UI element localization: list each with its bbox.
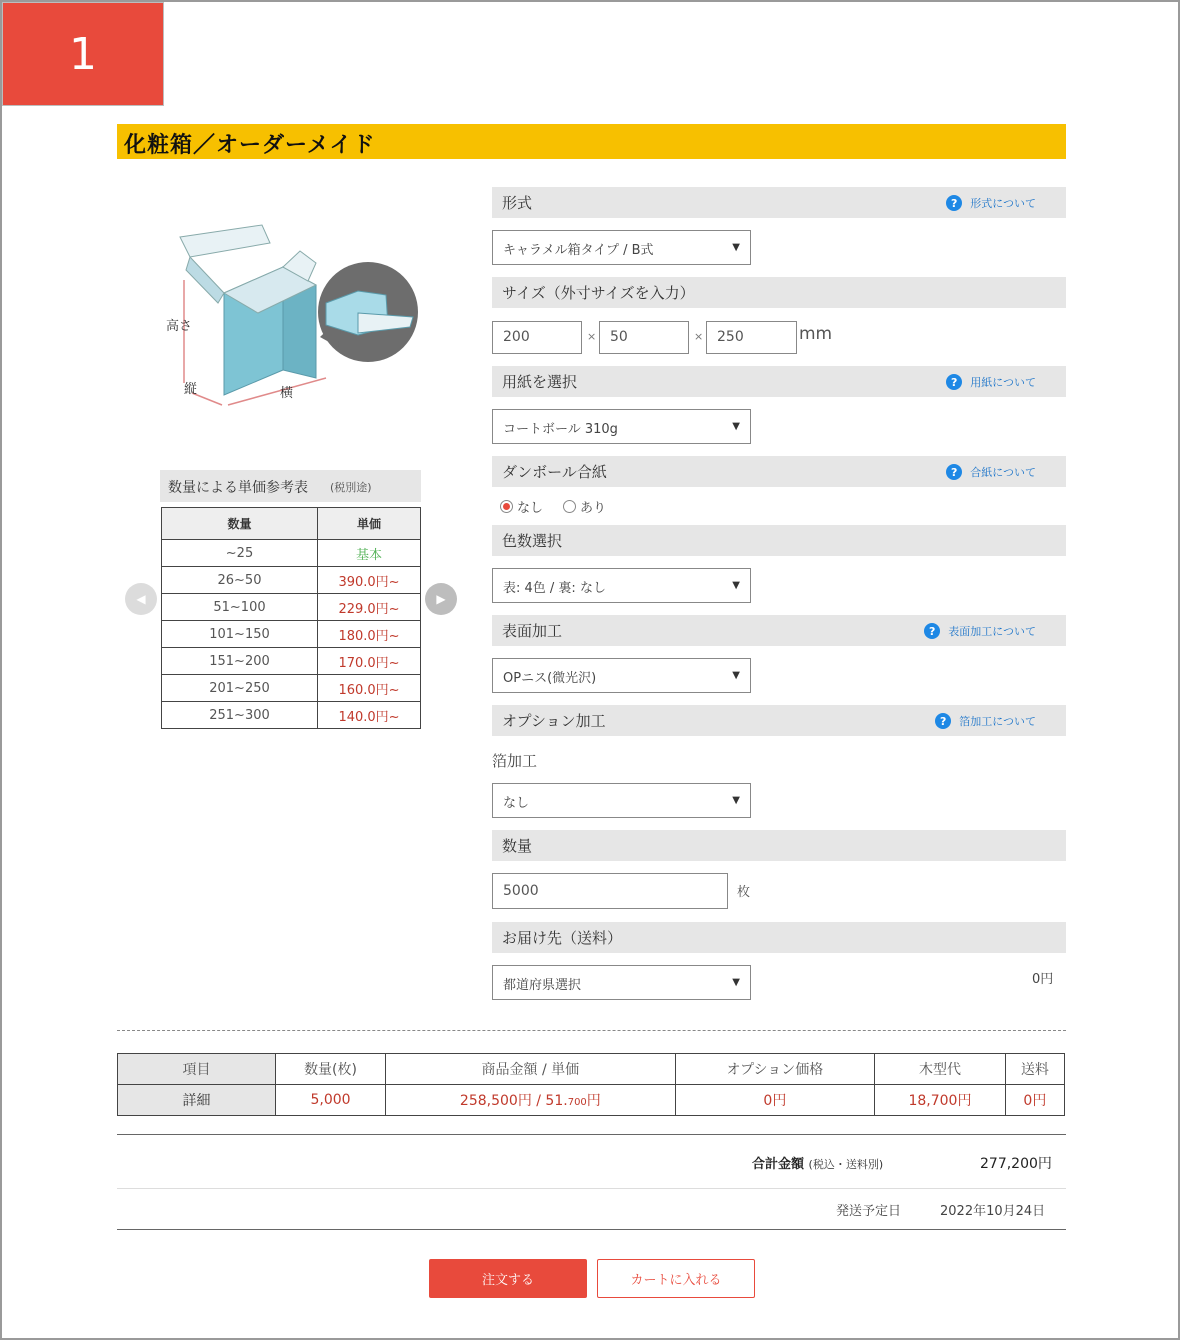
prev-arrow-icon[interactable]: ◀ xyxy=(125,583,157,615)
help-icon: ? xyxy=(946,374,962,390)
ship-date-value: 2022年10月24日 xyxy=(940,1204,1046,1219)
section-cardboard-label: ダンボール合紙 xyxy=(502,463,607,481)
help-link-text[interactable]: 用紙について xyxy=(970,376,1036,389)
label-height: 高さ xyxy=(166,319,193,334)
divider xyxy=(117,1030,1066,1031)
help-link-surface[interactable] xyxy=(924,623,1036,639)
type-select-value: キャラメル箱タイプ / B式 xyxy=(503,243,654,258)
divider xyxy=(117,1134,1066,1135)
size-unit: mm xyxy=(799,324,833,344)
help-link-type[interactable] xyxy=(946,195,1036,211)
chevron-down-icon: ▼ xyxy=(732,421,740,432)
section-paper-label: 用紙を選択 xyxy=(502,373,578,391)
help-icon: ? xyxy=(935,713,951,729)
times-icon: × xyxy=(694,330,704,343)
prefecture-select[interactable] xyxy=(492,965,751,1000)
price-cell: 180.0円~ xyxy=(318,621,421,648)
radio-none[interactable] xyxy=(500,497,543,516)
size-depth-input[interactable] xyxy=(599,321,689,354)
section-paper xyxy=(492,366,1066,397)
qty-cell: ~25 xyxy=(162,540,318,567)
label-width: 横 xyxy=(280,386,294,401)
paper-select-value: コートボール 310g xyxy=(503,422,618,437)
step-badge: 1 xyxy=(2,2,164,106)
qty-cell: 26~50 xyxy=(162,567,318,594)
table-row xyxy=(162,594,421,621)
summary-header: 項目 xyxy=(118,1054,276,1085)
summary-header: 数量(枚) xyxy=(276,1054,386,1085)
section-option-label: オプション加工 xyxy=(502,712,606,730)
radio-none-label: なし xyxy=(517,501,544,516)
summary-header: 送料 xyxy=(1005,1054,1064,1085)
section-delivery xyxy=(492,922,1066,953)
help-link-option[interactable] xyxy=(935,713,1036,729)
section-quantity xyxy=(492,830,1066,861)
section-quantity-label: 数量 xyxy=(502,837,533,855)
add-to-cart-button[interactable]: カートに入れる xyxy=(597,1259,755,1298)
chevron-down-icon: ▼ xyxy=(732,670,740,681)
radio-unchecked-icon[interactable] xyxy=(563,500,576,513)
price-table-col-qty: 数量 xyxy=(162,508,318,540)
size-height-value: 250 xyxy=(717,329,744,345)
price-table-header xyxy=(160,470,421,502)
quantity-value: 5000 xyxy=(503,883,539,899)
summary-option-price: 0円 xyxy=(675,1085,875,1116)
qty-cell: 51~100 xyxy=(162,594,318,621)
label-depth: 縦 xyxy=(184,382,198,397)
size-height-input[interactable] xyxy=(706,321,797,354)
title-bar xyxy=(117,124,1066,159)
total-value: 277,200円 xyxy=(980,1156,1052,1172)
table-row xyxy=(162,621,421,648)
summary-shipping: 0円 xyxy=(1005,1085,1064,1116)
chevron-down-icon: ▼ xyxy=(732,795,740,806)
qty-cell: 101~150 xyxy=(162,621,318,648)
radio-yes-label: あり xyxy=(580,501,607,516)
price-cell: 170.0円~ xyxy=(318,648,421,675)
price-cell: 140.0円~ xyxy=(318,702,421,729)
paper-select[interactable] xyxy=(492,409,751,444)
help-link-cardboard[interactable] xyxy=(946,464,1036,480)
qty-cell: 201~250 xyxy=(162,675,318,702)
table-row xyxy=(162,675,421,702)
price-cell: 基本 xyxy=(318,540,421,567)
section-option xyxy=(492,705,1066,736)
radio-checked-icon[interactable] xyxy=(500,500,513,513)
radio-yes[interactable] xyxy=(563,497,606,516)
size-width-value: 200 xyxy=(503,329,530,345)
section-type-label: 形式 xyxy=(502,194,533,212)
price-cell: 160.0円~ xyxy=(318,675,421,702)
prefecture-select-value: 都道府県選択 xyxy=(503,978,582,993)
section-type xyxy=(492,187,1066,218)
foil-label: 箔加工 xyxy=(492,752,538,770)
chevron-down-icon: ▼ xyxy=(732,580,740,591)
summary-header: 木型代 xyxy=(875,1054,1006,1085)
section-surface xyxy=(492,615,1066,646)
foil-select-value: なし xyxy=(503,796,530,811)
section-size xyxy=(492,277,1066,308)
foil-select[interactable] xyxy=(492,783,751,818)
help-link-text[interactable]: 箔加工について xyxy=(959,715,1036,728)
section-surface-label: 表面加工 xyxy=(502,622,563,640)
box-illustration xyxy=(158,215,428,415)
qty-cell: 151~200 xyxy=(162,648,318,675)
amount-small: 700 xyxy=(567,1097,587,1108)
colors-select[interactable] xyxy=(492,568,751,603)
summary-header: オプション価格 xyxy=(675,1054,875,1085)
summary-row-label: 詳細 xyxy=(118,1085,276,1116)
surface-select[interactable] xyxy=(492,658,751,693)
surface-select-value: OPニス(微光沢) xyxy=(503,671,597,686)
summary-die-cost: 18,700円 xyxy=(875,1085,1006,1116)
times-icon: × xyxy=(587,330,597,343)
total-label xyxy=(752,1153,883,1172)
colors-select-value: 表: 4色 / 裏: なし xyxy=(503,581,606,596)
quantity-unit: 枚 xyxy=(737,885,751,900)
cardboard-radio-group xyxy=(500,497,606,516)
total-label-text: 合計金額 xyxy=(752,1157,805,1172)
help-link-text[interactable]: 合紙について xyxy=(970,466,1036,479)
size-depth-value: 50 xyxy=(610,329,628,345)
help-link-text[interactable]: 形式について xyxy=(970,197,1036,210)
type-select[interactable] xyxy=(492,230,751,265)
section-cardboard xyxy=(492,456,1066,487)
summary-amount xyxy=(386,1085,676,1116)
section-colors xyxy=(492,525,1066,556)
summary-table xyxy=(117,1053,1065,1116)
price-table xyxy=(161,507,421,729)
amount-main: 258,500円 / 51. xyxy=(459,1093,568,1109)
amount-suffix: 円 xyxy=(586,1093,601,1109)
total-note: (税込・送料別) xyxy=(808,1158,884,1171)
help-link-paper[interactable] xyxy=(946,374,1036,390)
qty-cell: 251~300 xyxy=(162,702,318,729)
summary-qty: 5,000 xyxy=(276,1085,386,1116)
shipping-price: 0円 xyxy=(1032,972,1054,987)
price-table-col-price: 単価 xyxy=(318,508,421,540)
chevron-down-icon: ▼ xyxy=(732,977,740,988)
summary-header: 商品金額 / 単価 xyxy=(386,1054,676,1085)
divider xyxy=(117,1188,1066,1189)
table-row xyxy=(118,1085,1065,1116)
table-row xyxy=(118,1054,1065,1085)
price-table-title: 数量による単価参考表 xyxy=(168,480,308,496)
price-table-note: (税別途) xyxy=(330,481,372,494)
quantity-input[interactable] xyxy=(492,873,728,909)
help-icon: ? xyxy=(946,464,962,480)
section-size-label: サイズ（外寸サイズを入力） xyxy=(502,284,695,302)
section-delivery-label: お届け先（送料） xyxy=(502,929,623,947)
order-button[interactable]: 注文する xyxy=(429,1259,587,1298)
price-cell: 229.0円~ xyxy=(318,594,421,621)
price-cell: 390.0円~ xyxy=(318,567,421,594)
table-row xyxy=(162,648,421,675)
help-icon: ? xyxy=(946,195,962,211)
next-arrow-icon[interactable]: ▶ xyxy=(425,583,457,615)
divider xyxy=(117,1229,1066,1230)
size-width-input[interactable] xyxy=(492,321,582,354)
table-row xyxy=(162,540,421,567)
help-icon: ? xyxy=(924,623,940,639)
ship-date-label: 発送予定日 xyxy=(836,1204,902,1219)
page-title: 化粧箱／オーダーメイド xyxy=(124,133,376,158)
table-row xyxy=(162,702,421,729)
table-row xyxy=(162,567,421,594)
section-colors-label: 色数選択 xyxy=(502,532,563,550)
help-link-text[interactable]: 表面加工について xyxy=(948,625,1036,638)
chevron-down-icon: ▼ xyxy=(732,242,740,253)
